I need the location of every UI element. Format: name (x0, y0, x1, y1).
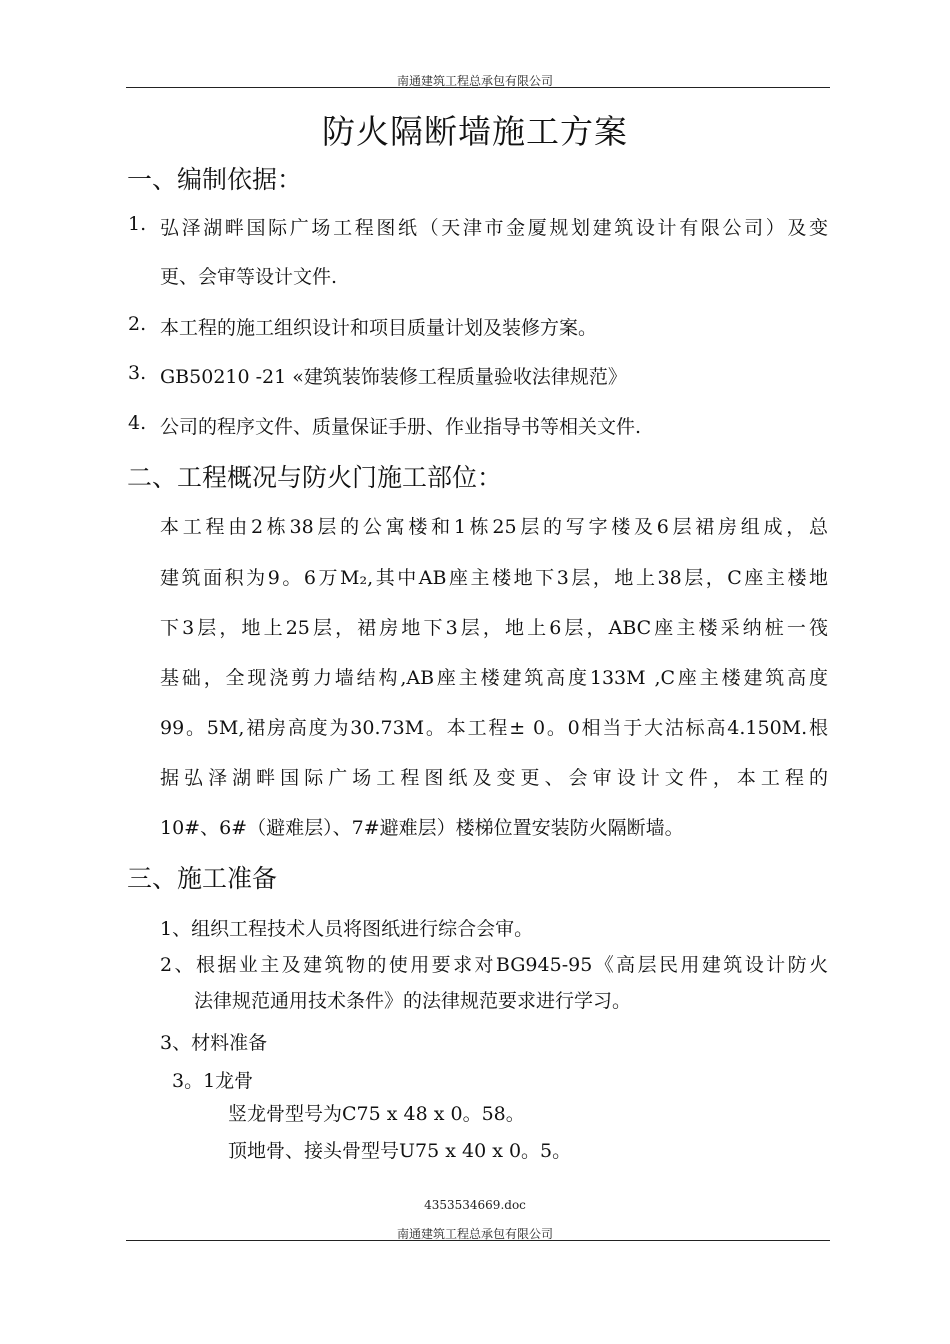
section-heading-2: 二、工程概况与防火门施工部位： (127, 463, 503, 492)
list-item-number: 4. (128, 412, 147, 434)
page-title: 防火隔断墙施工方案 (322, 112, 628, 151)
list-item-text: 法律规范通用技术条件》的法律规范要求进行学习。 (194, 990, 632, 1012)
list-item-text: 2、根据业主及建筑物的使用要求对BG945-95《高层民用建筑设计防火 (160, 954, 828, 976)
spec-line: 顶地骨、接头骨型号U75 x 40 x 0。5。 (228, 1140, 572, 1162)
paragraph-line: 基础，全现浇剪力墙结构,AB座主楼建筑高度133M ,C座主楼建筑高度 (160, 667, 828, 689)
paragraph-line: 99。5M,裙房高度为30.73M。本工程± 0。0相当于大沽标高4.150M.根 (160, 717, 828, 739)
paragraph-line: 建筑面积为9。6万M₂,其中AB座主楼地下3层，地上38层，C座主楼地 (160, 567, 828, 589)
list-item-number: 2. (128, 313, 147, 335)
list-item-text: 更、会审等设计文件. (160, 266, 338, 288)
paragraph-line: 本工程由2栋38层的公寓楼和1栋25层的写字楼及6层裙房组成，总 (160, 516, 828, 538)
footer-rule (126, 1240, 830, 1241)
spec-line: 竖龙骨型号为C75 x 48 x 0。58。 (228, 1103, 525, 1125)
list-item-text: 3、材料准备 (160, 1032, 268, 1054)
page-header: 南通建筑工程总承包有限公司 (396, 74, 553, 88)
list-item-text: 本工程的施工组织设计和项目质量计划及装修方案。 (160, 317, 598, 339)
paragraph-line: 下3层，地上25层，裙房地下3层，地上6层，ABC座主楼采纳桩一筏 (160, 617, 828, 639)
section-heading-3: 三、施工准备 (127, 864, 278, 893)
paragraph-line: 据弘泽湖畔国际广场工程图纸及变更、会审设计文件，本工程的 (160, 767, 828, 789)
header-rule (126, 87, 830, 88)
list-item-text: GB50210 -21 «建筑装饰装修工程质量验收法律规范》 (160, 366, 627, 388)
section-heading-1: 一、编制依据： (127, 165, 303, 194)
paragraph-line: 10#、6#（避难层）、7#避难层）楼梯位置安装防火隔断墙。 (160, 817, 684, 839)
list-item-text: 1、组织工程技术人员将图纸进行综合会审。 (160, 918, 534, 940)
list-item-number: 3. (128, 362, 147, 384)
list-item-text: 公司的程序文件、质量保证手册、作业指导书等相关文件. (160, 416, 642, 438)
page-footer: 南通建筑工程总承包有限公司 (396, 1227, 553, 1241)
footer-filename: 4353534669.doc (424, 1198, 526, 1212)
list-item-number: 1. (128, 213, 147, 235)
subheading: 3。1龙骨 (172, 1070, 254, 1092)
list-item-text: 弘泽湖畔国际广场工程图纸（天津市金厦规划建筑设计有限公司）及变 (160, 217, 828, 239)
